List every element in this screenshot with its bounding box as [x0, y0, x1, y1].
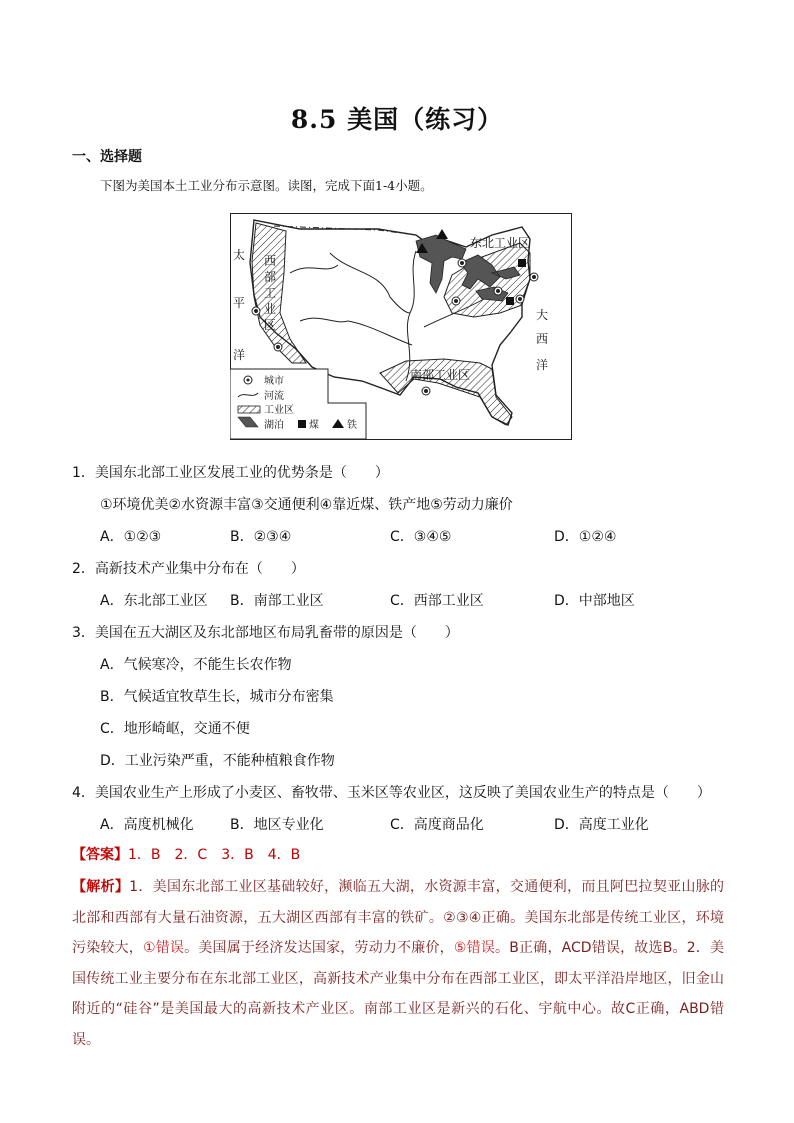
q1-option-c[interactable]: C．③④⑤ [390, 529, 452, 545]
q1-option-d[interactable]: D．①②④ [554, 529, 617, 545]
q4-option-d[interactable]: D．高度工业化 [554, 817, 649, 833]
analysis-wrong-1: ①错误 [142, 940, 185, 956]
west-label-4: 业 [264, 302, 277, 316]
atlantic-label-2: 西 [536, 332, 549, 346]
us-industry-map [230, 213, 572, 440]
answer-block [72, 844, 300, 864]
northeast-label: 东北工业区 [470, 236, 531, 250]
intro-text: 下图为美国本土工业分布示意图。读图，完成下面1-4小题。 [100, 178, 433, 193]
legend-lake: 湖泊 [264, 420, 284, 431]
analysis-part-1: 1．美国东北部工业区基础较好，濒临五大湖，水资源丰富，交通便利，而且阿巴拉契亚山脉的北部和西部有大量石油资源，五大湖区西部有丰富的铁矿。②③④正确。美国东北部是传统工业区，环境污染较大， [72, 879, 725, 956]
page-title: 8.5 美国（练习） [290, 105, 504, 134]
west-label-2: 部 [264, 270, 277, 284]
q3-option-a[interactable]: A．气候寒冷，不能生长农作物 [100, 657, 292, 673]
pacific-label-3: 洋 [233, 348, 246, 362]
analysis-block [72, 872, 724, 1055]
legend-city: 城市 [264, 376, 284, 387]
q4-option-b[interactable]: B．地区专业化 [230, 817, 324, 833]
legend-coal: 煤 [309, 420, 319, 431]
question-2-stem: 2．高新技术产业集中分布在（ ） [72, 561, 305, 577]
q1-option-b[interactable]: B．②③④ [230, 529, 292, 545]
q3-option-d[interactable]: D．工业污染严重，不能种植粮食作物 [100, 753, 335, 769]
q3-option-b[interactable]: B．气候适宜牧草生长，城市分布密集 [100, 689, 334, 705]
q2-option-a[interactable]: A．东北部工业区 [100, 593, 208, 609]
pacific-label-2: 平 [233, 296, 246, 310]
south-label: 南部工业区 [410, 368, 471, 382]
q4-option-c[interactable]: C．高度商品化 [390, 817, 484, 833]
analysis-tag: 【解析】 [72, 879, 130, 895]
q2-option-c[interactable]: C．西部工业区 [390, 593, 484, 609]
q2-option-d[interactable]: D．中部地区 [554, 593, 635, 609]
atlantic-label-1: 大 [536, 308, 549, 322]
answer-text: 1．B 2．C 3．B 4．B [128, 847, 301, 863]
question-3-stem: 3．美国在五大湖区及东北部地区布局乳畜带的原因是（ ） [72, 625, 459, 641]
q2-option-b[interactable]: B．南部工业区 [230, 593, 324, 609]
question-1-statements: ①环境优美②水资源丰富③交通便利④靠近煤、铁产地⑤劳动力廉价 [100, 497, 513, 513]
section-heading: 一、选择题 [72, 149, 142, 165]
question-1-stem: 1．美国东北部工业区发展工业的优势条是（ ） [72, 465, 389, 481]
analysis-part-2: 。美国属于经济发达国家，劳动力不廉价， [184, 940, 454, 956]
pacific-label-1: 太 [233, 248, 246, 262]
question-4-stem: 4．美国农业生产上形成了小麦区、畜牧带、玉米区等农业区，这反映了美国农业生产的特点是（ ） [72, 785, 711, 801]
answer-tag: 【答案】 [72, 847, 128, 863]
legend-iron: 铁 [347, 420, 357, 431]
q3-option-c[interactable]: C．地形崎岖，交通不便 [100, 721, 250, 737]
atlantic-label-3: 洋 [536, 358, 549, 372]
q4-option-a[interactable]: A．高度机械化 [100, 817, 194, 833]
west-label-3: 工 [264, 286, 277, 300]
west-label-1: 西 [264, 254, 277, 268]
analysis-part-3: 。B正确，ACD错误，故选B。2．美国传统工业主要分布在东北部工业区，高新技术产业集中分布在西部工业区，即太平洋沿岸地区，旧金山附近的“硅谷”是美国最大的高新技术产业区。南部工业区是新兴的石化、宇航中心。故C正确，ABD错误。 [72, 940, 725, 1048]
legend-industry: 工业区 [264, 405, 294, 416]
analysis-wrong-2: ⑤错误 [453, 940, 496, 956]
q1-option-a[interactable]: A．①②③ [100, 529, 162, 545]
legend-river: 河流 [264, 391, 284, 402]
west-label-5: 区 [264, 318, 277, 332]
